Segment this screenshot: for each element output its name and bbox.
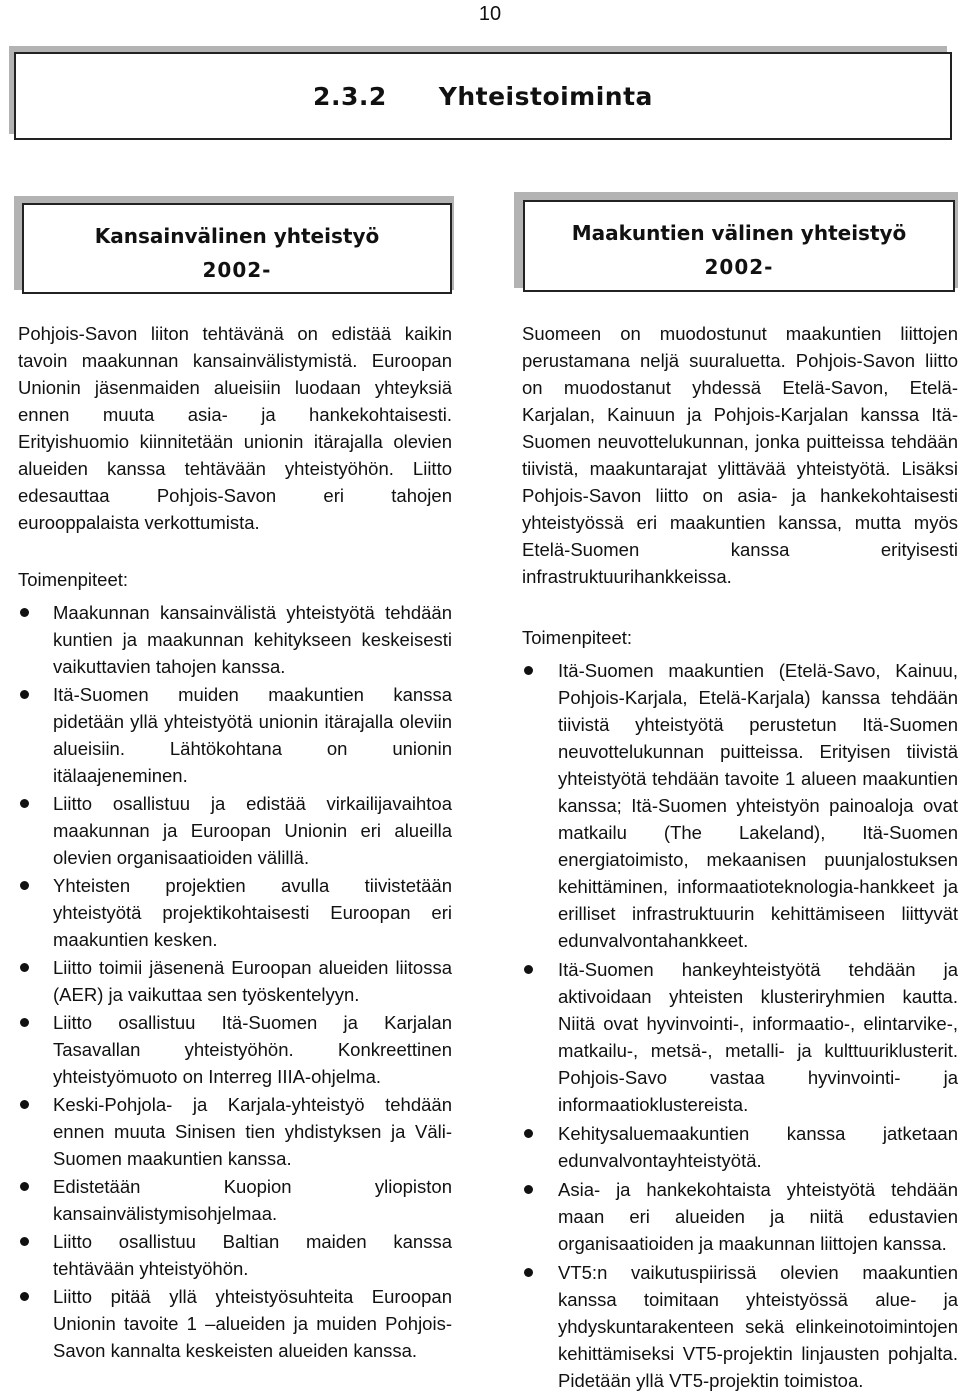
list-item-text: Edistetään Kuopion yliopiston kansainvälistymisohjelmaa. — [53, 1176, 452, 1224]
bullet-icon — [20, 799, 29, 808]
bullet-icon — [524, 666, 533, 675]
bullet-icon — [524, 1268, 533, 1277]
right-heading: Maakuntien välinen yhteistyö — [571, 221, 907, 245]
list-item — [18, 790, 452, 871]
list-item-text: Keski-Pohjola- ja Karjala-yhteistyö tehdään ennen muuta Sinisen tien yhdistyksen ja Väli-Suomen maakuntien kanssa. — [53, 1094, 452, 1169]
list-item-text: Yhteisten projektien avulla tiivistetään yhteistyötä projektikohtaisesti Euroopan eri maakuntien kesken. — [53, 875, 452, 950]
right-bullet-list — [522, 657, 958, 1394]
list-item — [522, 1176, 958, 1257]
list-item-text: Kehitysaluemaakuntien kanssa jatketaan edunvalvontayhteistyötä. — [558, 1123, 958, 1171]
list-item — [18, 681, 452, 789]
bullet-icon — [20, 1237, 29, 1246]
list-item-text: Itä-Suomen maakuntien (Etelä-Savo, Kainuu, Pohjois-Karjala, Etelä-Karjala) kanssa tehdään tiivistä yhteistyötä perustetun Itä-Suomen neuvottelukunnan puitteissa. Erityisen tiivistä yhteistyötä tehdään tavoite 1 alueen maakuntien kanssa; Itä-Suomen yhteistyön painoaloja ovat matkailu (The Lakeland), Itä-Suomen energiatoimisto, mekaanisen puunjalostuksen kehittäminen, informaatioteknologia-hankkeet ja erilliset infrastruktuurin kehittämiseen liittyvät edunvalvontahankkeet. — [558, 660, 958, 951]
bullet-icon — [20, 1100, 29, 1109]
section-title — [313, 82, 653, 111]
list-item — [522, 1120, 958, 1174]
right-measures-label: Toimenpiteet: — [522, 627, 633, 648]
list-item-text: Asia- ja hankekohtaista yhteistyötä tehdään maan eri alueiden ja niitä edustavien organisaatioiden ja maakunnan liittojen kanssa. — [558, 1179, 958, 1254]
bullet-icon — [20, 1292, 29, 1301]
list-item — [18, 872, 452, 953]
list-item — [18, 1091, 452, 1172]
right-heading-box — [523, 200, 955, 292]
left-heading-box — [22, 203, 452, 294]
left-heading: Kansainvälinen yhteistyö — [94, 224, 380, 248]
list-item-text: Liitto pitää yllä yhteistyösuhteita Euroopan Unionin tavoite 1 –alueiden ja muiden Pohjois-Savon kannalta keskeisten alueiden kanssa. — [53, 1286, 452, 1361]
left-measures-label: Toimenpiteet: — [18, 569, 129, 590]
list-item-text: VT5:n vaikutuspiirissä olevien maakuntien kanssa toimitaan yhteistyössä alue- ja yhdyskuntarakenteen sekä elinkeinotoimintojen kehittämiseksi VT5-projektin linjausten pohjalta. Pidetään yllä VT5-projektin toimistoa. — [558, 1262, 958, 1391]
right-column — [522, 320, 958, 1396]
list-item-text: Liitto osallistuu ja edistää virkailijavaihtoa maakunnan ja Euroopan Unionin eri alueilla olevien organisaatioiden välillä. — [53, 793, 452, 868]
bullet-icon — [20, 1018, 29, 1027]
section-number: 2.3.2 — [313, 82, 387, 111]
list-item — [522, 657, 958, 954]
right-years: 2002- — [704, 255, 774, 279]
bullet-icon — [20, 608, 29, 617]
list-item — [18, 1228, 452, 1282]
list-item — [522, 1259, 958, 1394]
section-title-box — [14, 52, 952, 140]
list-item — [18, 1173, 452, 1227]
left-column — [18, 320, 452, 1365]
left-years: 2002- — [202, 258, 272, 282]
bullet-icon — [20, 881, 29, 890]
left-bullet-list — [18, 599, 452, 1364]
bullet-icon — [524, 965, 533, 974]
list-item — [18, 1009, 452, 1090]
list-item — [18, 1283, 452, 1364]
right-intro: Suomeen on muodostunut maakuntien liittojen perustamana neljä suuraluetta. Pohjois-Savon liitto on muodostanut yhdessä Etelä-Savon, Etelä-Karjalan, Kainuun ja Pohjois-Karjalan kanssa Itä-Suomen neuvottelukunnan, jonka puitteissa tehdään tiivistä, maakuntarajat ylittävää yhteistyötä. Lisäksi Pohjois-Savon liitto on asia- ja hankekohtaisesti yhteistyössä eri maakuntien kanssa, mutta myös Etelä-Suomen kanssa erityisesti infrastruktuurihankkeissa. — [522, 323, 958, 587]
list-item — [18, 954, 452, 1008]
list-item-text: Liitto osallistuu Itä-Suomen ja Karjalan Tasavallan yhteistyöhön. Konkreettinen yhteistyömuoto on Interreg IIIA-ohjelma. — [53, 1012, 452, 1087]
list-item-text: Itä-Suomen muiden maakuntien kanssa pidetään yllä yhteistyötä unionin itärajalla oleviin alueisiin. Lähtökohtana on unionin itälaajeneminen. — [53, 684, 452, 786]
section-title-text: Yhteistoiminta — [438, 82, 653, 111]
bullet-icon — [524, 1185, 533, 1194]
list-item-text: Liitto osallistuu Baltian maiden kanssa tehtävään yhteistyöhön. — [53, 1231, 452, 1279]
bullet-icon — [20, 1182, 29, 1191]
list-item — [18, 599, 452, 680]
list-item-text: Itä-Suomen hankeyhteistyötä tehdään ja aktivoidaan yhteisten klusteriryhmien kautta. Niitä ovat hyvinvointi-, informaatio-, elintarvike-, matkailu-, metsä-, metalli- ja kulttuuriklusterit. Pohjois-Savo vastaa hyvinvointi- ja informaatioklustereista. — [558, 959, 958, 1115]
left-intro: Pohjois-Savon liiton tehtävänä on edistää kaikin tavoin maakunnan kansainvälistymistä. Euroopan Unionin jäsenmaiden alueisiin luodaan yhteyksiä ennen muuta asia- ja hankekohtaisesti. Erityishuomio kiinnitetään unionin itärajalla olevien alueiden kanssa tehtävään yhteistyöhön. Liitto edesauttaa Pohjois-Savon eri tahojen eurooppalaista verkottumista. — [18, 323, 452, 533]
list-item — [522, 956, 958, 1118]
bullet-icon — [20, 963, 29, 972]
bullet-icon — [20, 690, 29, 699]
bullet-icon — [524, 1129, 533, 1138]
list-item-text: Liitto toimii jäsenenä Euroopan alueiden liitossa (AER) ja vaikuttaa sen työskentelyyn. — [53, 957, 452, 1005]
page-number: 10 — [478, 3, 502, 25]
list-item-text: Maakunnan kansainvälistä yhteistyötä tehdään kuntien ja maakunnan kehitykseen keskeisesti vaikuttavien tahojen kanssa. — [53, 602, 452, 677]
